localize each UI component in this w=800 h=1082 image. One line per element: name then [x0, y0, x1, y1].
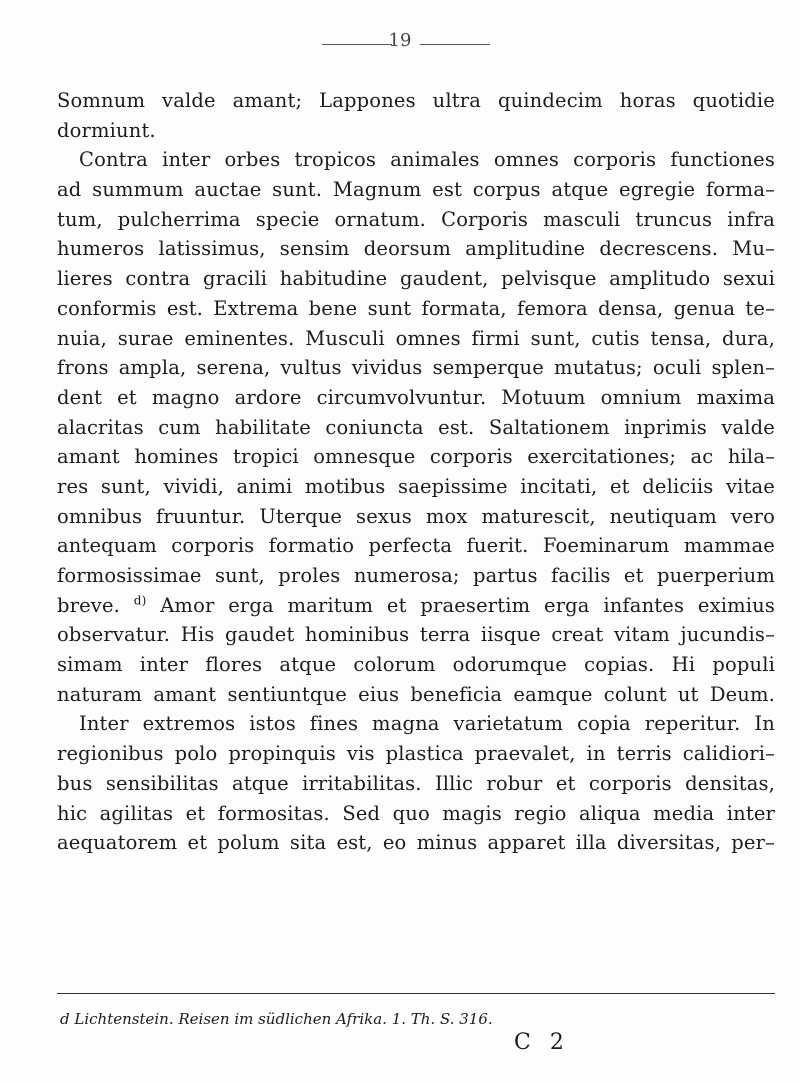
text-line: nuia, surae eminentes. Musculi omnes firmi sunt, cutis tensa, dura, [57, 326, 775, 350]
text-line: bus sensibilitas atque irritabilitas. Illic robur et corporis densitas, [57, 771, 775, 795]
text-line: Inter extremos istos fines magna varietatum copia reperitur. In [79, 712, 775, 736]
text-line: res sunt, vividi, animi motibus saepissime incitati, et deliciis vitae [57, 474, 775, 498]
text-line: lieres contra gracili habitudine gaudent, pelvisque amplitudo sexui [57, 267, 775, 291]
body-text [57, 86, 775, 858]
text-line: Contra inter orbes tropicos animales omnes corporis functiones [79, 148, 775, 172]
text-line: observatur. His gaudet hominibus terra iisque creat vitam jucundis– [57, 623, 775, 647]
text-line: formosissimae sunt, proles numerosa; partus facilis et puerperium [57, 564, 775, 587]
footnote: d Lichtenstein. Reisen im südlichen Afrika. 1. Th. S. 316. [60, 1010, 493, 1028]
text-fragment: Amor erga maritum et praesertim erga infantes eximius [146, 593, 775, 617]
page-number: 19 [388, 30, 412, 51]
text-line: conformis est. Extrema bene sunt formata, femora densa, genua te– [57, 296, 775, 320]
text-line: hic agilitas et formositas. Sed quo magis regio aliqua media inter [57, 801, 775, 825]
text-line: alacritas cum habilitate coniuncta est. Saltationem inprimis valde [57, 415, 775, 439]
text-line: Somnum valde amant; Lappones ultra quindecim horas quotidie [57, 89, 775, 112]
text-line: omnibus fruuntur. Uterque sexus mox maturescit, neutiquam vero [57, 504, 775, 528]
text-line: aequatorem et polum sita est, eo minus apparet illa diversitas, per– [57, 831, 775, 855]
text-line: amant homines tropici omnesque corporis exercitationes; ac hila– [57, 445, 775, 469]
footnote-marker: d) [133, 593, 147, 608]
header-rule-right [420, 44, 490, 45]
footnote-divider [57, 993, 775, 994]
text-fragment: breve. [57, 593, 120, 617]
text-line: simam inter flores atque colorum odorumque copias. Hi populi [57, 653, 775, 677]
text-line: naturam amant sentiuntque eius beneficia eamque colunt ut Deum. [57, 682, 775, 706]
signature-mark: C 2 [514, 1030, 570, 1055]
text-line: humeros latissimus, sensim deorsum amplitudine decrescens. Mu– [57, 237, 775, 261]
text-line: dent et magno ardore circumvolvuntur. Motuum omnium maxima [57, 385, 775, 409]
text-line: tum, pulcherrima specie ornatum. Corporis masculi truncus infra [57, 207, 775, 231]
text-line: antequam corporis formatio perfecta fuerit. Foeminarum mammae [57, 534, 775, 558]
text-line: ad summum auctae sunt. Magnum est corpus atque egregie forma– [57, 178, 775, 202]
text-line: dormiunt. [57, 118, 156, 142]
text-line: regionibus polo propinquis vis plastica praevalet, in terris calidiori– [57, 742, 775, 766]
text-line: frons ampla, serena, vultus vividus semperque mutatus; oculi splen– [57, 356, 775, 380]
text-line [57, 591, 775, 621]
